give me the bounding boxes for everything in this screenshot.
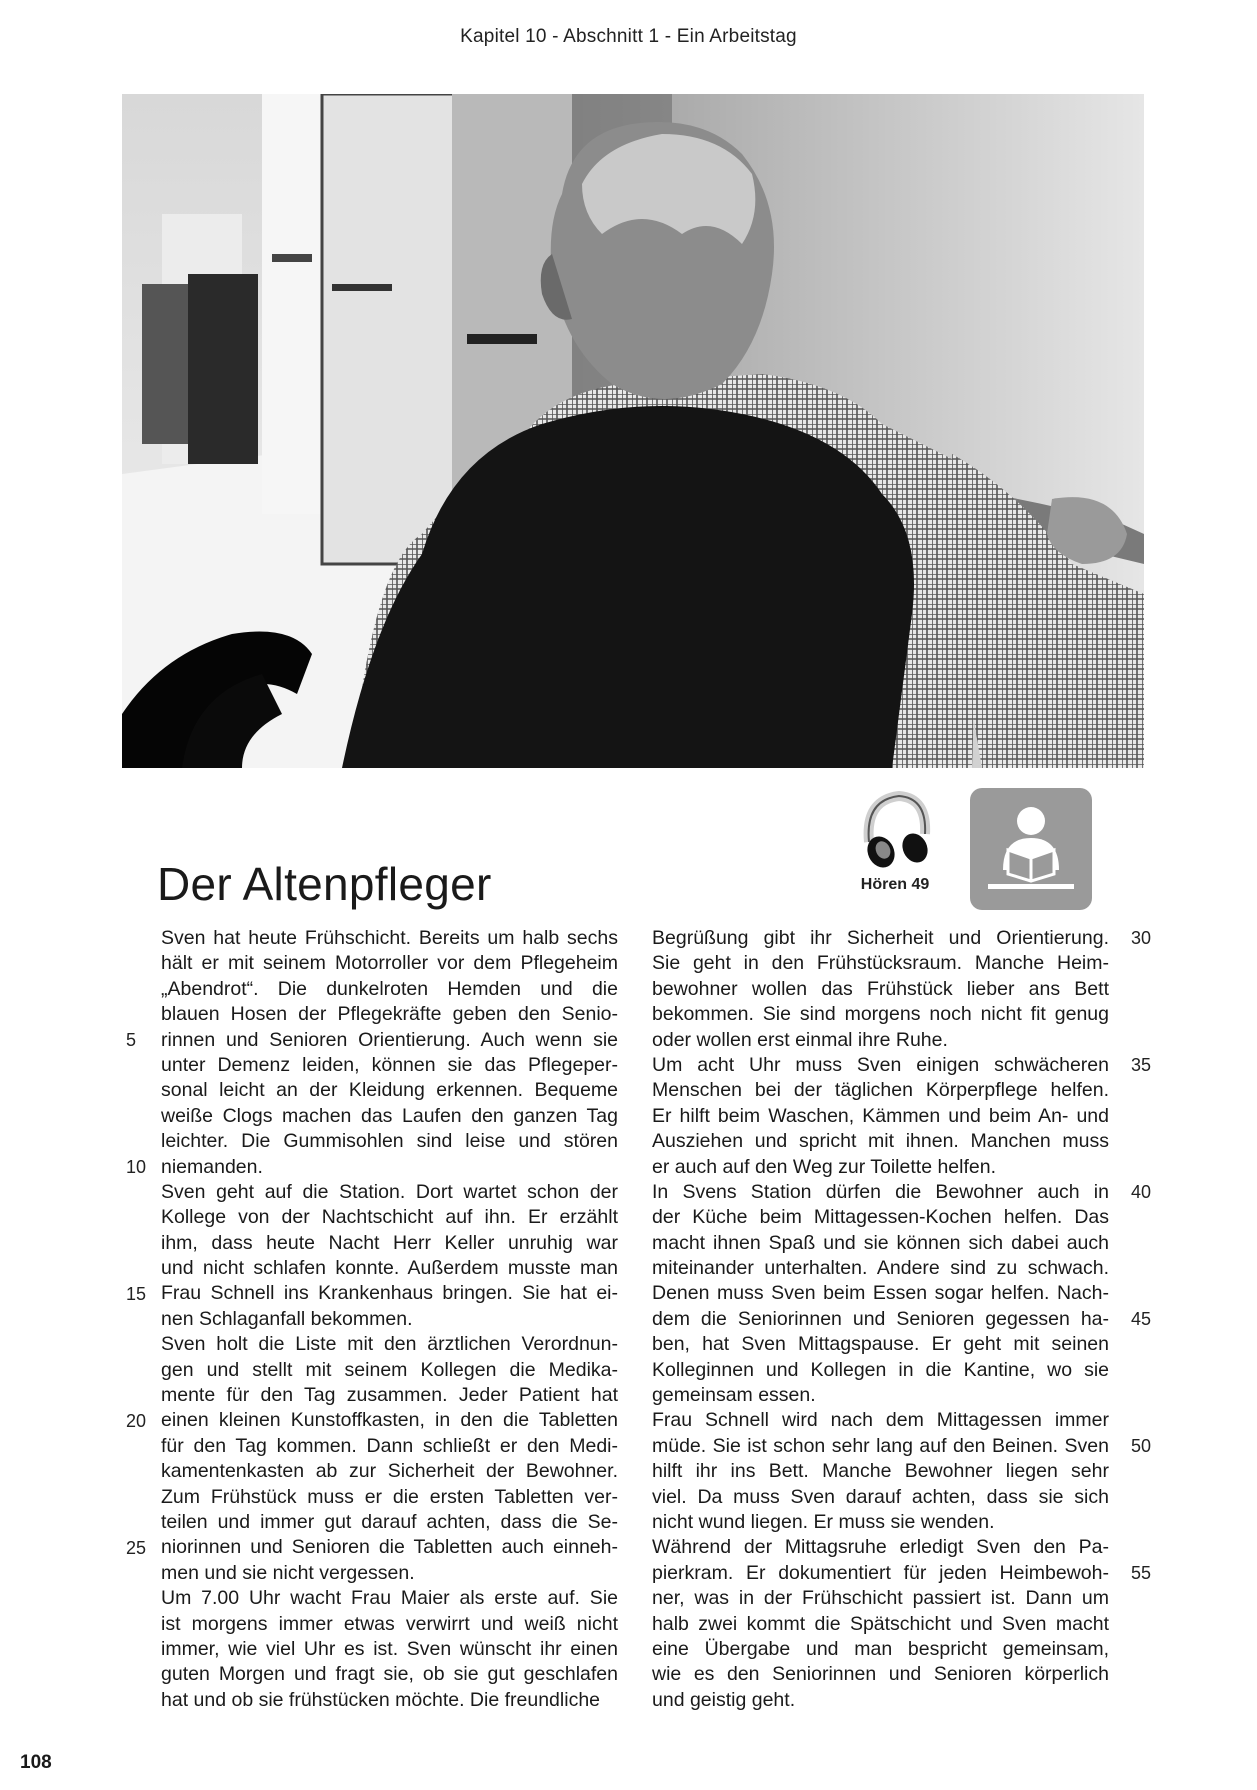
text-line: Um acht Uhr muss Sven einigen schwächeren: [652, 1053, 1109, 1076]
text-line: Frau Schnell wird nach dem Mittagessen immer: [652, 1409, 1109, 1432]
line-number: 35: [1131, 1055, 1152, 1075]
text-line: für den Tag kommen. Dann schließt er den Medi-: [161, 1434, 618, 1457]
text-line: niemanden.: [161, 1155, 263, 1178]
text-line: pierkram. Er dokumentiert für jeden Heimbewoh-: [652, 1561, 1109, 1584]
text-line: Während der Mittagsruhe erledigt Sven den Pa-: [652, 1536, 1109, 1559]
line-number: 10: [126, 1156, 147, 1177]
text-line: leichter. Die Gummisohlen sind leise und stören: [161, 1130, 618, 1153]
text-line: „Abendrot“. Die dunkelroten Hemden und die: [161, 977, 618, 1000]
article-title: Der Altenpfleger: [157, 858, 492, 910]
text-line: ner, was in der Frühschicht passiert ist. Dann um: [652, 1587, 1109, 1610]
page-number: 108: [20, 1752, 52, 1773]
text-line: dem die Seniorinnen und Senioren gegessen ha-: [652, 1307, 1109, 1330]
text-line: miteinander unterhalten. Andere sind zu schwach.: [652, 1257, 1109, 1280]
text-line: Kollege von der Nachtschicht auf ihn. Er erzählt: [161, 1206, 618, 1229]
audio-track[interactable]: [848, 790, 942, 894]
text-line: Sie geht in den Frühstücksraum. Manche Heim-: [652, 952, 1109, 975]
text-line: und geistig geht.: [652, 1688, 796, 1711]
text-line: Kolleginnen und Kollegen in die Kantine, wo sie: [652, 1358, 1109, 1381]
reading-person-icon: [970, 788, 1092, 910]
text-line: hat und ob sie frühstücken möchte. Die freundliche: [161, 1688, 601, 1711]
text-line: Frau Schnell ins Krankenhaus bringen. Sie hat ei-: [161, 1282, 618, 1305]
running-head: Kapitel 10 - Abschnitt 1 - Ein Arbeitstag: [460, 26, 797, 47]
text-line: Begrüßung gibt ihr Sicherheit und Orientierung.: [652, 927, 1109, 949]
text-line: er auch auf den Weg zur Toilette helfen.: [652, 1155, 997, 1178]
text-line: oder wollen erst einmal ihre Ruhe.: [652, 1028, 948, 1051]
text-line: hilft ihr ins Bett. Manche Bewohner liegen sehr: [652, 1460, 1109, 1483]
text-line: weiße Clogs machen das Laufen den ganzen Tag: [161, 1104, 618, 1127]
text-line: und nicht schlafen konnte. Außerdem musste man: [161, 1257, 618, 1280]
text-line: niorinnen und Senioren die Tabletten auch einneh-: [161, 1536, 618, 1559]
text-line: men und sie nicht vergessen.: [161, 1561, 415, 1584]
text-line: halb zwei kommt die Spätschicht und Sven macht: [652, 1612, 1109, 1635]
text-line: Ausziehen und spricht mit ihnen. Manchen muss: [652, 1130, 1109, 1153]
line-number: 25: [126, 1537, 147, 1558]
text-line: Menschen bei der täglichen Körperpflege helfen.: [652, 1079, 1109, 1102]
text-line: hält er mit seinem Motorroller vor dem Pflegeheim: [161, 952, 618, 975]
line-number: 30: [1131, 928, 1152, 948]
text-column-right: [652, 926, 1109, 1713]
text-line: macht ihnen Spaß und sie können sich dabei auch: [652, 1231, 1109, 1254]
text-line: Um 7.00 Uhr wacht Frau Maier als erste auf. Sie: [161, 1587, 618, 1610]
text-line: ist morgens immer etwas verwirrt und weiß nicht: [161, 1612, 618, 1635]
text-line: guten Morgen und fragt sie, ob sie gut geschlafen: [161, 1663, 618, 1686]
text-line: bewohner wollen das Frühstück lieber ans Bett: [652, 977, 1109, 1000]
text-line: kamentenkasten ab zur Sicherheit der Bewohner.: [161, 1460, 618, 1483]
text-line: rinnen und Senioren Orientierung. Auch wenn sie: [161, 1028, 618, 1051]
line-number: 20: [126, 1410, 147, 1431]
text-line: teilen und immer gut darauf achten, dass die Se-: [161, 1510, 618, 1533]
text-line: wie es den Seniorinnen und Senioren körperlich: [652, 1663, 1109, 1686]
text-line: Sven hat heute Frühschicht. Bereits um halb sechs: [161, 927, 618, 949]
text-line: ihm, dass heute Nacht Herr Keller unruhig war: [161, 1231, 618, 1254]
line-number: 40: [1131, 1182, 1152, 1202]
text-line: Er hilft beim Waschen, Kämmen und beim An- und: [652, 1104, 1109, 1127]
text-line: mente für den Tag zusammen. Jeder Patient hat: [161, 1384, 618, 1407]
text-line: müde. Sie ist schon sehr lang auf den Beinen. Sven: [652, 1434, 1109, 1457]
text-line: Zum Frühstück muss er die ersten Tabletten ver-: [161, 1485, 618, 1508]
text-line: nicht wund liegen. Er muss sie wenden.: [652, 1510, 995, 1533]
headphones-icon: [859, 790, 931, 874]
line-number: 55: [1131, 1563, 1152, 1583]
text-line: eine Übergabe und man bespricht gemeinsam,: [652, 1637, 1109, 1660]
text-line: bekommen. Sie sind morgens noch nicht fit genug: [652, 1003, 1109, 1026]
text-line: einen kleinen Kunstoffkasten, in den die Tabletten: [161, 1409, 618, 1432]
text-line: gemeinsam essen.: [652, 1384, 816, 1407]
text-line: ben, hat Sven Mittagspause. Er geht mit seinen: [652, 1333, 1109, 1356]
photo-elderly-man: [122, 94, 1144, 768]
audio-label: Hören 49: [860, 876, 930, 893]
text-line: viel. Da muss Sven darauf achten, dass sie sich: [652, 1485, 1109, 1508]
text-line: unter Demenz leiden, können sie das Pflegeper-: [161, 1053, 618, 1076]
text-line: der Küche beim Mittagessen-Kochen helfen. Das: [652, 1206, 1109, 1229]
text-column-left: [161, 926, 618, 1713]
text-line: sonal leicht an der Kleidung erkennen. Bequeme: [161, 1079, 618, 1102]
text-line: Sven geht auf die Station. Dort wartet schon der: [161, 1180, 618, 1203]
text-line: In Svens Station dürfen die Bewohner auch in: [652, 1180, 1109, 1203]
text-line: blauen Hosen der Pflegekräfte geben den Senio-: [161, 1003, 618, 1026]
line-number: 15: [126, 1283, 147, 1304]
line-number: 5: [126, 1029, 137, 1050]
text-line: nen Schlaganfall bekommen.: [161, 1307, 413, 1330]
text-line: Denen muss Sven beim Essen sogar helfen. Nach-: [652, 1282, 1109, 1305]
line-number: 50: [1131, 1436, 1152, 1456]
text-line: Sven holt die Liste mit den ärztlichen Verordnun-: [161, 1333, 618, 1356]
reading-task-badge: [970, 788, 1092, 910]
line-number: 45: [1131, 1309, 1152, 1329]
text-line: gen und stellt mit seinem Kollegen die Medika-: [161, 1358, 618, 1381]
text-line: immer, wie viel Uhr es ist. Sven wünscht ihr einen: [161, 1637, 618, 1660]
